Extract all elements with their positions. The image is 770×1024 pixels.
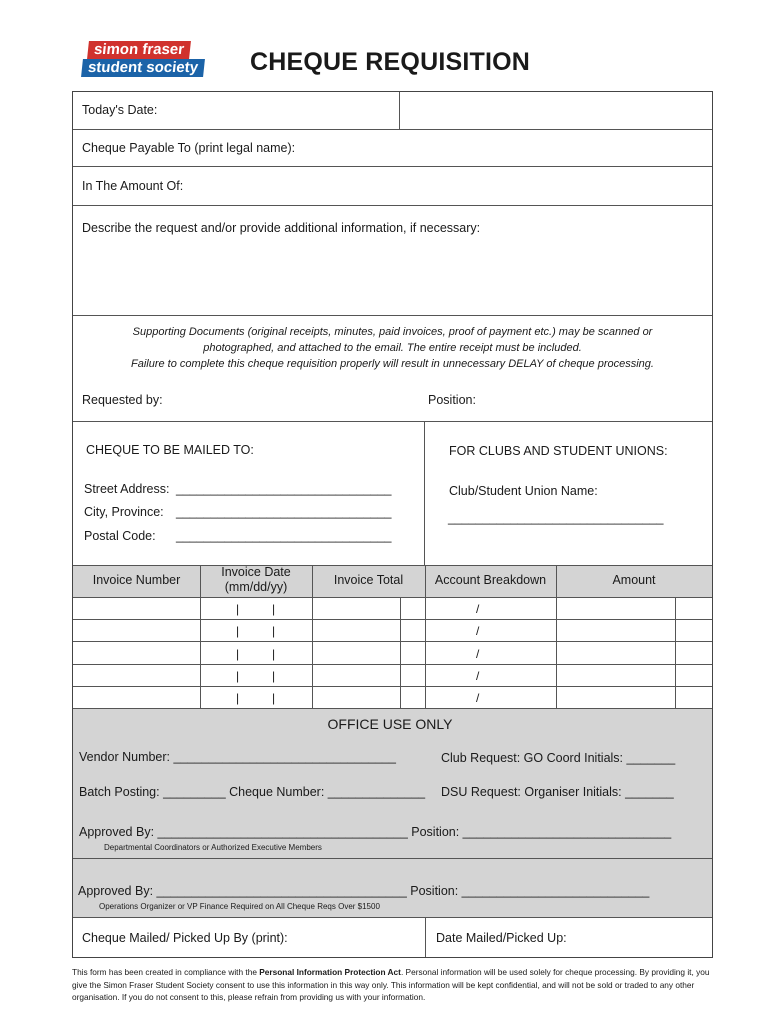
date-sep: | — [236, 647, 240, 661]
divider — [400, 597, 401, 708]
divider — [200, 565, 201, 708]
mailing-heading: CHEQUE TO BE MAILED TO: — [86, 443, 254, 457]
footer-pre: This form has been created in compliance with the — [72, 967, 260, 977]
date-sep: | — [272, 669, 276, 683]
vendor-number-field[interactable]: Vendor Number: ________________________________ — [79, 750, 396, 764]
date-sep: | — [272, 691, 276, 705]
account-sep: / — [476, 602, 480, 616]
office-use-heading: OFFICE USE ONLY — [327, 716, 453, 732]
divider — [73, 315, 712, 316]
approved-by-2-field[interactable]: Approved By: ____________________________________ Position: ___________________________ — [78, 884, 650, 898]
supporting-docs-note-2: photographed, and attached to the email. The entire receipt must be included. — [203, 342, 582, 354]
describe-label: Describe the request and/or provide additional information, if necessary: — [82, 221, 481, 235]
logo-line-2: student society — [81, 59, 205, 77]
divider — [73, 619, 712, 620]
logo-line-1: simon fraser — [87, 41, 191, 59]
describe-field[interactable] — [73, 240, 712, 315]
divider — [73, 205, 712, 206]
approved-by-2-note: Operations Organizer or VP Finance Required on All Cheque Reqs Over $1500 — [99, 902, 380, 911]
batch-cheque-field[interactable]: Batch Posting: _________ Cheque Number: ______________ — [79, 785, 426, 799]
clubs-heading: FOR CLUBS AND STUDENT UNIONS: — [449, 444, 668, 458]
club-name-field[interactable]: _______________________________ — [448, 511, 664, 525]
payable-to-label: Cheque Payable To (print legal name): — [82, 141, 296, 155]
divider — [73, 686, 712, 687]
club-name-label: Club/Student Union Name: — [449, 484, 598, 498]
date-sep: | — [236, 602, 240, 616]
divider — [73, 129, 712, 130]
amount-label: In The Amount Of: — [82, 179, 184, 193]
page-title: CHEQUE REQUISITION — [249, 48, 531, 76]
date-sep: | — [236, 691, 240, 705]
col-account-breakdown: Account Breakdown — [434, 573, 547, 587]
divider — [424, 421, 425, 565]
divider — [675, 597, 676, 708]
divider — [73, 708, 712, 709]
divider — [73, 858, 712, 859]
mailed-by-label: Cheque Mailed/ Picked Up By (print): — [82, 931, 288, 945]
supporting-docs-note-3: Failure to complete this cheque requisition properly will result in unnecessary DELAY of cheque processing. — [131, 358, 654, 370]
col-invoice-number: Invoice Number — [92, 573, 181, 587]
postal-field[interactable]: _______________________________ — [176, 529, 392, 543]
date-sep: | — [272, 624, 276, 638]
position-label: Position: — [428, 393, 476, 407]
divider — [73, 421, 712, 422]
approved-by-1-note: Departmental Coordinators or Authorized Executive Members — [104, 843, 322, 852]
divider — [73, 917, 712, 918]
street-label: Street Address: — [84, 482, 170, 496]
date-sep: | — [236, 624, 240, 638]
street-field[interactable]: _______________________________ — [176, 482, 392, 496]
date-sep: | — [236, 669, 240, 683]
divider — [73, 664, 712, 665]
divider — [73, 565, 712, 566]
account-sep: / — [476, 669, 480, 683]
approved-by-1-field[interactable]: Approved By: ____________________________________ Position: ______________________________ — [79, 825, 672, 839]
col-invoice-total: Invoice Total — [333, 573, 404, 587]
account-sep: / — [476, 624, 480, 638]
divider — [73, 641, 712, 642]
divider — [312, 565, 313, 708]
divider — [73, 166, 712, 167]
date-sep: | — [272, 647, 276, 661]
date-sep: | — [272, 602, 276, 616]
date-mailed-label: Date Mailed/Picked Up: — [436, 931, 567, 945]
city-label: City, Province: — [84, 505, 164, 519]
divider — [73, 597, 712, 598]
col-amount: Amount — [612, 573, 656, 587]
dsu-request-field[interactable]: DSU Request: Organiser Initials: _______ — [441, 785, 674, 799]
supporting-docs-note-1: Supporting Documents (original receipts, minutes, paid invoices, proof of payment etc.) may be scanned or — [132, 326, 653, 338]
club-request-field[interactable]: Club Request: GO Coord Initials: _______ — [441, 751, 676, 765]
privacy-footer — [72, 966, 717, 1004]
account-sep: / — [476, 691, 480, 705]
todays-date-field[interactable] — [400, 92, 712, 129]
divider — [425, 917, 426, 957]
footer-post: . Personal information will be used solely for cheque processing. By providing it, you give the Simon Fraser Student Society consent to use this information in this way only. This information will be kept confidential, and will not be sold or traded to any other organisation. If you do not consent to this, please refrain from providing us with your information. — [72, 967, 710, 1002]
divider — [425, 565, 426, 708]
todays-date-label: Today's Date: — [82, 103, 158, 117]
requested-by-label: Requested by: — [82, 393, 163, 407]
account-sep: / — [476, 647, 480, 661]
postal-label: Postal Code: — [84, 529, 156, 543]
divider — [556, 565, 557, 708]
city-field[interactable]: _______________________________ — [176, 505, 392, 519]
footer-act: Personal Information Protection Act — [259, 967, 401, 977]
col-invoice-date: Invoice Date (mm/dd/yy) — [221, 565, 291, 594]
